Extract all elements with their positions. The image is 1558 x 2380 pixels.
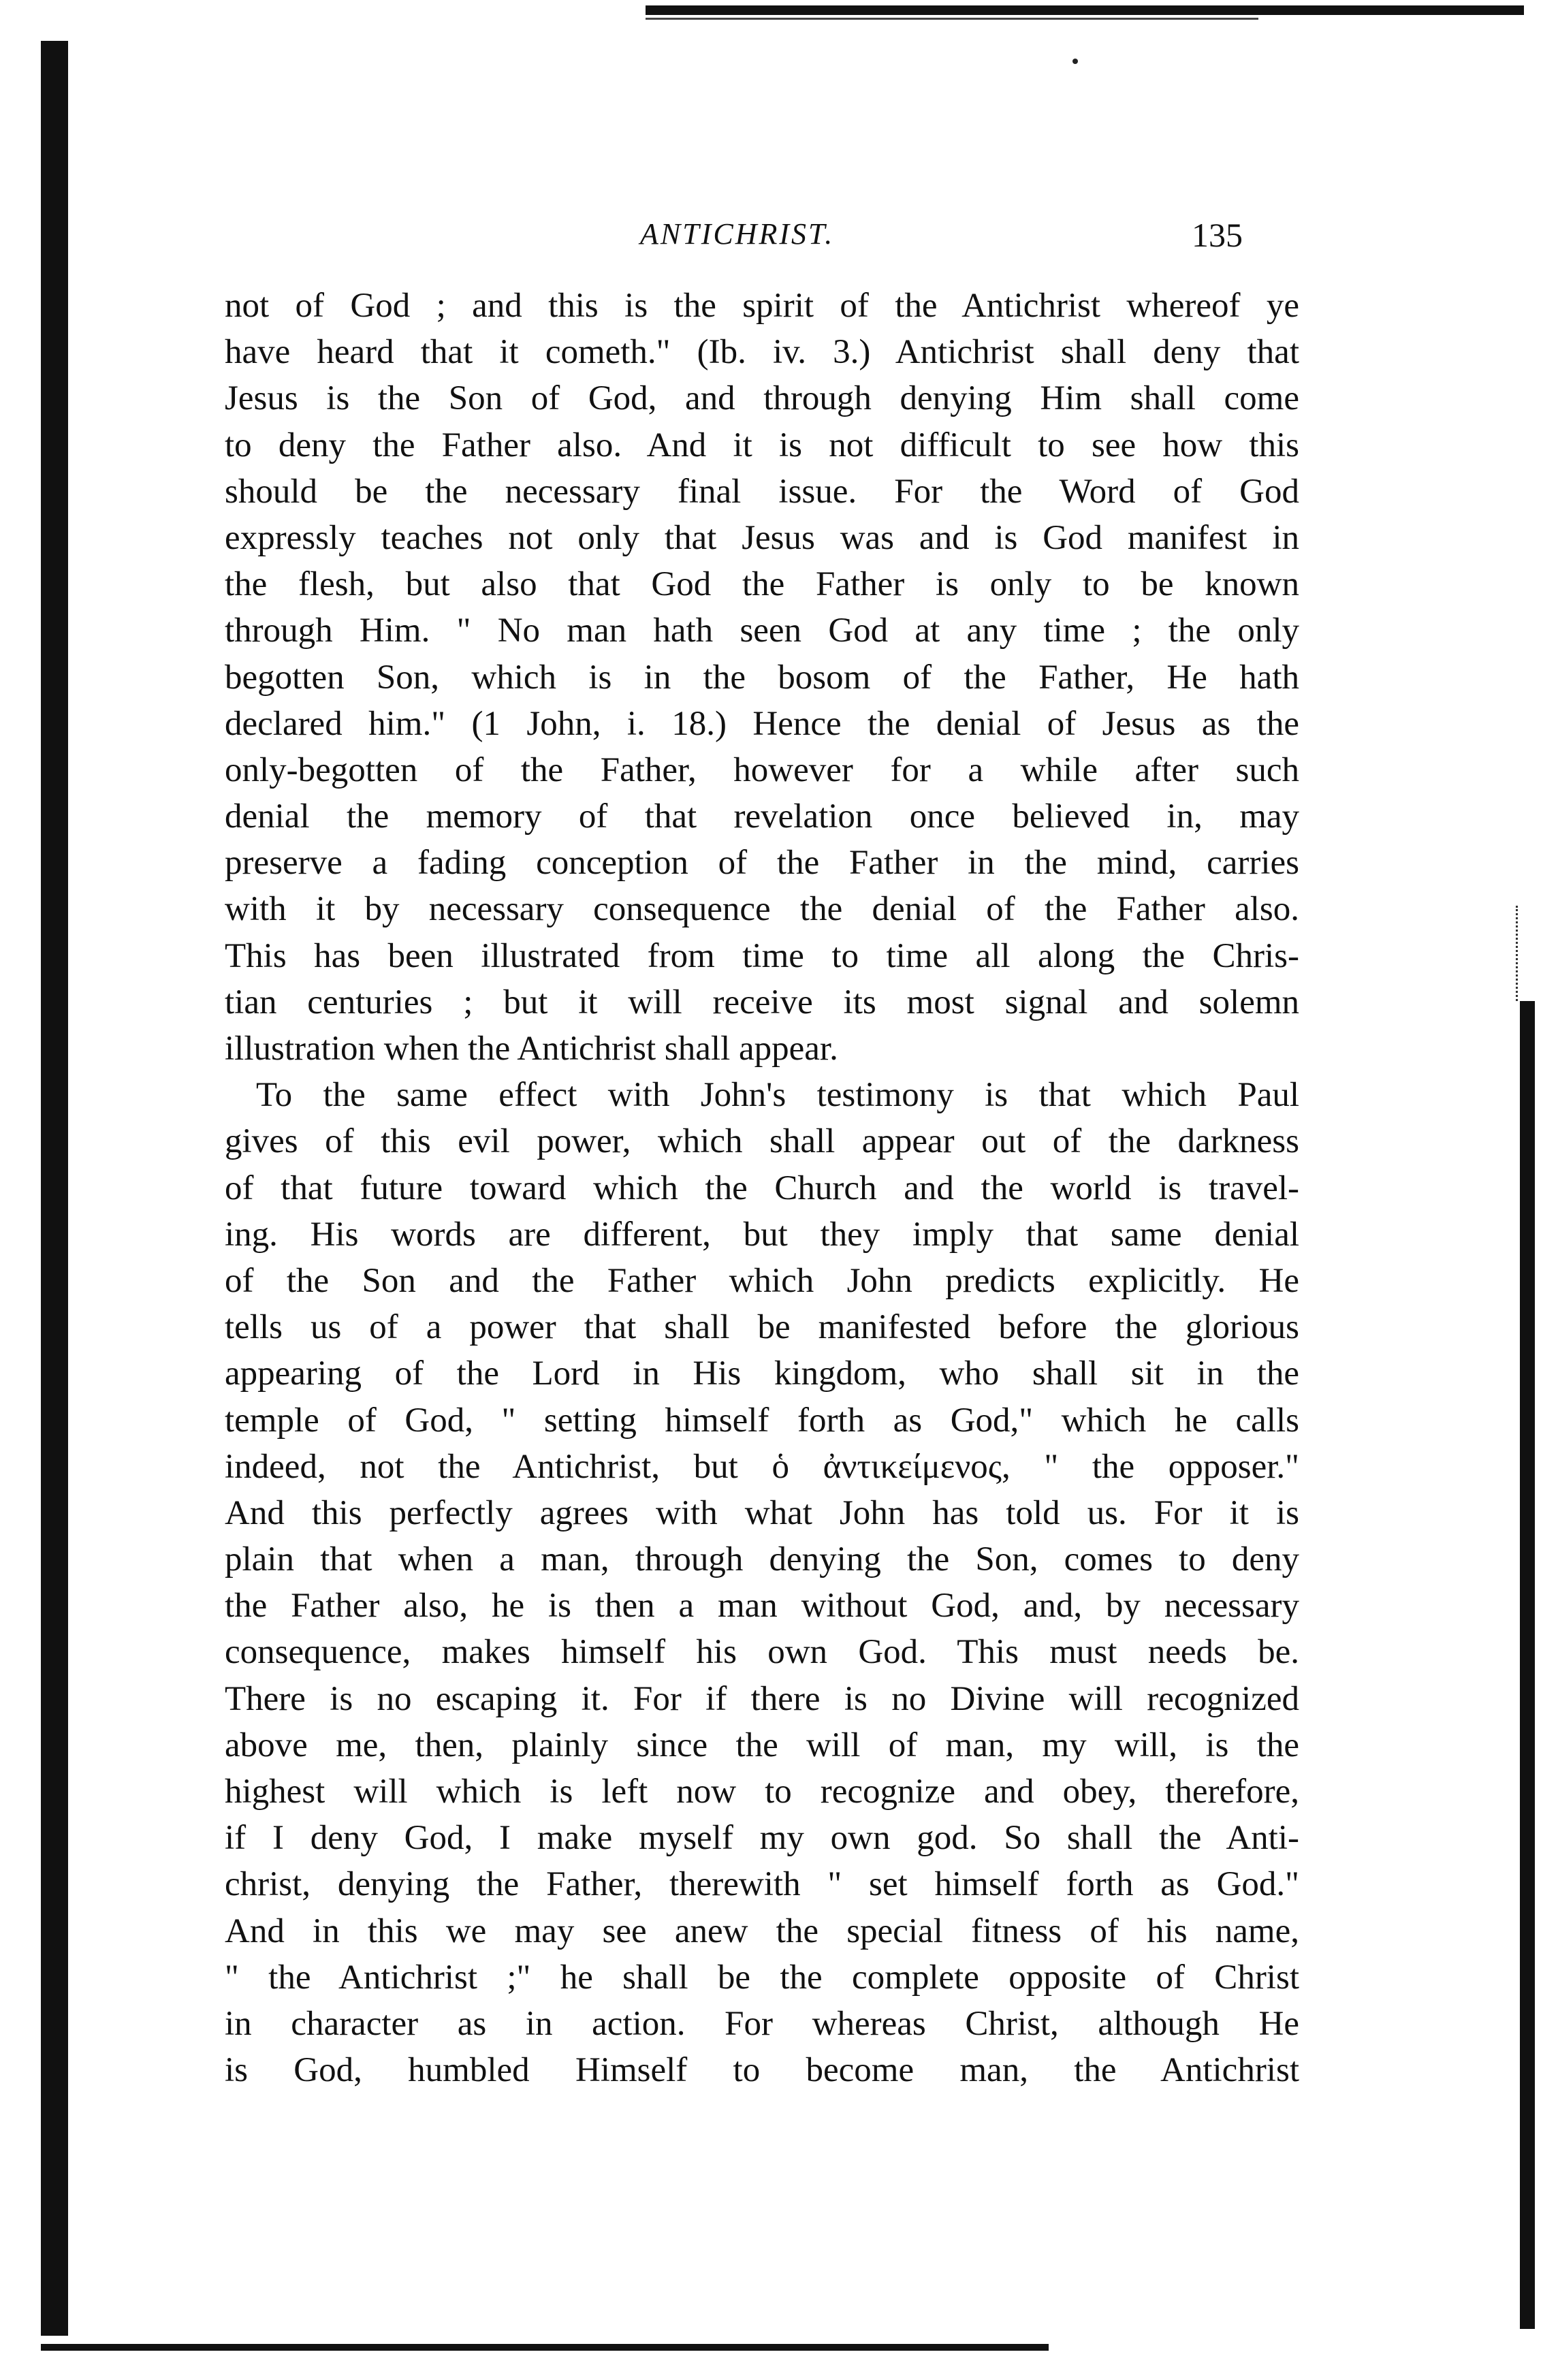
left-binding-shadow bbox=[41, 41, 68, 2336]
text-line: have heard that it cometh." (Ib. iv. 3.) Antichrist shall deny that bbox=[225, 333, 1299, 372]
text-line: the Father also, he is then a man without God, and, by necessary bbox=[225, 1587, 1299, 1625]
text-line: tells us of a power that shall be manifested before the glorious bbox=[225, 1308, 1299, 1347]
running-title: ANTICHRIST. bbox=[640, 217, 835, 251]
text-line: should be the necessary final issue. For the Word of God bbox=[225, 472, 1299, 511]
page-number: 135 bbox=[1192, 216, 1243, 254]
text-line: christ, denying the Father, therewith " set himself forth as God." bbox=[225, 1865, 1299, 1904]
text-line: declared him." (1 John, i. 18.) Hence the denial of Jesus as the bbox=[225, 704, 1299, 743]
text-line: ing. His words are different, but they imply that same denial bbox=[225, 1215, 1299, 1254]
body-text bbox=[225, 283, 1299, 2093]
text-line: appearing of the Lord in His kingdom, who shall sit in the bbox=[225, 1354, 1299, 1393]
text-line: above me, then, plainly since the will of man, my will, is the bbox=[225, 1726, 1299, 1764]
text-line: of the Son and the Father which John predicts explicitly. He bbox=[225, 1261, 1299, 1300]
text-line: of that future toward which the Church and the world is travel- bbox=[225, 1169, 1299, 1207]
text-line: And in this we may see anew the special fitness of his name, bbox=[225, 1911, 1299, 1950]
text-line: the flesh, but also that God the Father is only to be known bbox=[225, 565, 1299, 604]
scan-speck bbox=[1072, 59, 1078, 64]
text-line: preserve a fading conception of the Father in the mind, carries bbox=[225, 844, 1299, 883]
text-line: through Him. " No man hath seen God at any time ; the only bbox=[225, 612, 1299, 650]
text-line: begotten Son, which is in the bosom of the Father, He hath bbox=[225, 658, 1299, 697]
text-line: And this perfectly agrees with what John has told us. For it is bbox=[225, 1493, 1299, 1532]
right-edge-ticks bbox=[1516, 906, 1522, 1001]
top-scan-rule bbox=[646, 5, 1524, 15]
top-scan-rule-thin bbox=[646, 18, 1258, 20]
text-line: to deny the Father also. And it is not difficult to see how this bbox=[225, 426, 1299, 464]
paragraph-end-line: illustration when the Antichrist shall appear. bbox=[225, 1030, 838, 1068]
text-line: if I deny God, I make myself my own god. So shall the Anti- bbox=[225, 1819, 1299, 1858]
text-line: temple of God, " setting himself forth as God," which he calls bbox=[225, 1401, 1299, 1440]
text-line: with it by necessary consequence the denial of the Father also. bbox=[225, 890, 1299, 929]
text-line: indeed, not the Antichrist, but ὁ ἀντικείμενος, " the opposer." bbox=[225, 1447, 1299, 1486]
text-line: not of God ; and this is the spirit of the Antichrist whereof ye bbox=[225, 287, 1299, 325]
text-line: There is no escaping it. For if there is no Divine will recognized bbox=[225, 1679, 1299, 1718]
text-line: tian centuries ; but it will receive its most signal and solemn bbox=[225, 983, 1299, 1021]
text-line: Jesus is the Son of God, and through denying Him shall come bbox=[225, 379, 1299, 418]
right-page-edge bbox=[1520, 1001, 1535, 2329]
text-line: " the Antichrist ;" he shall be the complete opposite of Christ bbox=[225, 1958, 1299, 1997]
text-line: denial the memory of that revelation once believed in, may bbox=[225, 797, 1299, 836]
text-line: is God, humbled Himself to become man, the Antichrist bbox=[225, 2051, 1299, 2090]
text-line: only-begotten of the Father, however for a while after such bbox=[225, 750, 1299, 789]
text-line: gives of this evil power, which shall appear out of the darkness bbox=[225, 1122, 1299, 1161]
text-line: This has been illustrated from time to time all along the Chris- bbox=[225, 936, 1299, 975]
text-line: plain that when a man, through denying the Son, comes to deny bbox=[225, 1540, 1299, 1579]
text-line: expressly teaches not only that Jesus was and is God manifest in bbox=[225, 518, 1299, 557]
text-line: highest will which is left now to recognize and obey, therefore, bbox=[225, 1773, 1299, 1811]
bottom-scan-rule bbox=[41, 2344, 1049, 2351]
text-line: in character as in action. For whereas Christ, although He bbox=[225, 2004, 1299, 2043]
text-line: consequence, makes himself his own God. This must needs be. bbox=[225, 1633, 1299, 1672]
paragraph-start-line: To the same effect with John's testimony is that which Paul bbox=[256, 1076, 1299, 1115]
